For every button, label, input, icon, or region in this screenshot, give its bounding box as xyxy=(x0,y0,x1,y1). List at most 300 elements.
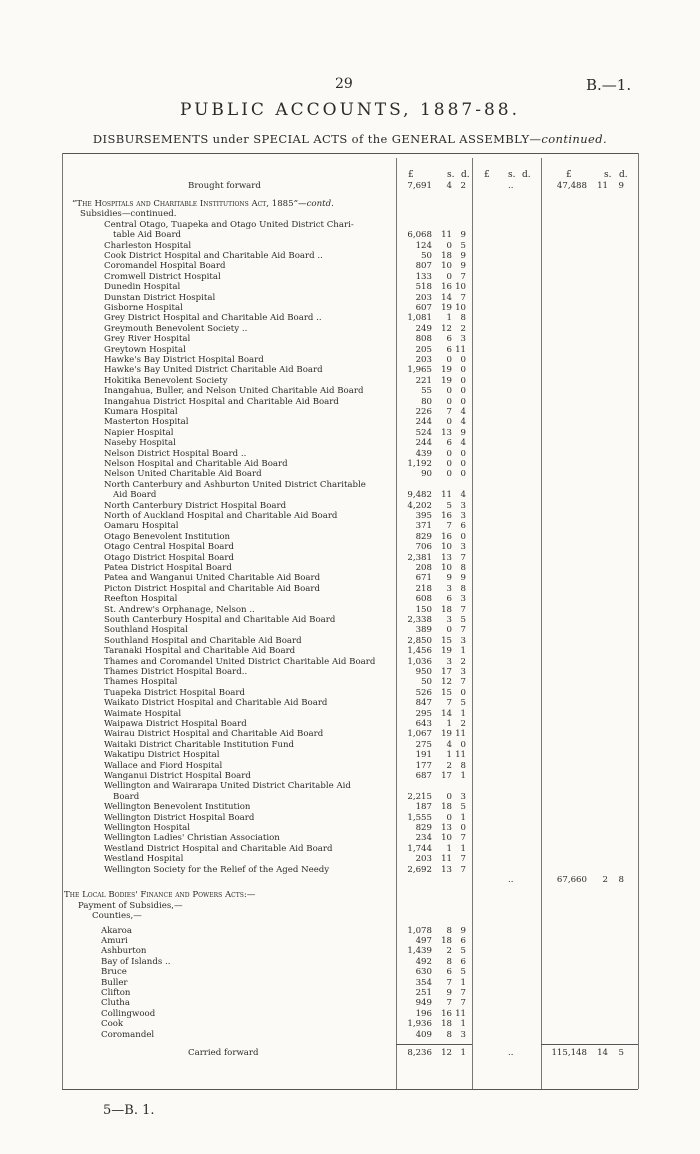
entry-c1-shillings: 14 xyxy=(441,708,452,719)
entry-c1-pence: 8 xyxy=(460,563,466,573)
entry-label: Nelson United Charitable Aid Board xyxy=(104,469,262,480)
entry-c1-shillings: 9 xyxy=(446,573,452,584)
entry-c1-pence: 7 xyxy=(460,677,466,688)
entry-label: Bruce xyxy=(101,967,127,978)
entry-c1-shillings: 0 xyxy=(446,271,452,282)
entry-c1-shillings: 18 xyxy=(441,1019,452,1030)
column-header-col1: d. xyxy=(461,170,470,180)
entry-c1-pounds: 226 xyxy=(415,407,432,417)
table-row xyxy=(0,750,700,760)
table-row xyxy=(0,667,700,677)
table-row xyxy=(0,677,700,687)
column-header-col2: £ xyxy=(484,170,490,180)
entry-c1-pounds: 630 xyxy=(415,967,432,978)
column-header-col2: d. xyxy=(522,170,531,180)
entry-label: Cook District Hospital and Charitable Aid Board .. xyxy=(104,251,323,261)
entry-label: Wellington District Hospital Board xyxy=(104,812,255,823)
entry-c1-pounds: 1,936 xyxy=(407,1019,432,1030)
entry-c1-pounds: 177 xyxy=(415,760,432,771)
entry-c1-pounds: 950 xyxy=(415,667,432,677)
entry-c1-pounds: 295 xyxy=(415,708,432,719)
page-number: 29 xyxy=(335,76,353,92)
entry-c1-pounds: 203 xyxy=(415,854,432,865)
table-row xyxy=(0,1019,700,1029)
entry-label: Akaroa xyxy=(101,925,132,936)
entry-c1-pence: 3 xyxy=(460,500,466,511)
entry-label: table Aid Board xyxy=(113,230,182,241)
entry-c1-pence: 1 xyxy=(460,708,466,719)
table-row xyxy=(0,844,700,854)
hospitals-total-c3-shillings: 2 xyxy=(602,875,608,885)
table-row xyxy=(0,428,700,438)
entry-c1-shillings: 12 xyxy=(441,677,452,688)
table-row xyxy=(0,563,700,573)
entry-c1-pence: 0 xyxy=(460,531,466,542)
column-header-col3: s. xyxy=(604,170,612,180)
entry-label: Waitaki District Charitable Institution Fund xyxy=(104,739,295,750)
entry-c1-shillings: 10 xyxy=(441,563,452,573)
entry-label: Gisborne Hospital xyxy=(104,303,183,313)
entry-c1-pence: 11 xyxy=(455,750,466,761)
entry-c1-pence: 3 xyxy=(460,542,466,553)
hospitals-total-c2-empty: .. xyxy=(508,875,514,885)
entry-c1-pence: 7 xyxy=(460,864,466,875)
entry-c1-pence: 7 xyxy=(460,998,466,1009)
table-row xyxy=(0,698,700,708)
entry-c1-pounds: 354 xyxy=(415,977,432,988)
hospitals-total-c3-pence: 8 xyxy=(618,875,624,885)
entry-c1-pence: 11 xyxy=(455,1008,466,1019)
carried-forward-c1-shillings: 12 xyxy=(441,1048,452,1058)
entry-c1-pounds: 205 xyxy=(415,344,432,355)
hospitals-total-row xyxy=(0,875,700,885)
entry-c1-shillings: 5 xyxy=(446,500,452,511)
entry-label: Wellington Hospital xyxy=(104,823,191,833)
entry-c1-shillings: 6 xyxy=(446,334,452,345)
entry-label: Wallace and Fiord Hospital xyxy=(104,760,223,771)
entry-c1-shillings: 7 xyxy=(446,998,452,1009)
carried-forward-c3-pounds: 115,148 xyxy=(551,1048,587,1058)
entry-c1-shillings: 10 xyxy=(441,833,452,844)
table-row xyxy=(0,646,700,656)
brought-forward-c2-empty: .. xyxy=(508,181,514,191)
table-row xyxy=(0,740,700,750)
entry-c1-shillings: 1 xyxy=(446,313,452,324)
entry-c1-pounds: 524 xyxy=(415,427,432,438)
entry-c1-pence: 0 xyxy=(460,469,466,480)
entry-c1-shillings: 0 xyxy=(446,625,452,636)
entry-label: Napier Hospital xyxy=(104,427,174,438)
entry-c1-pounds: 1,456 xyxy=(407,646,432,657)
entry-c1-pounds: 949 xyxy=(415,998,432,1009)
entry-c1-pence: 9 xyxy=(460,573,466,584)
entry-c1-pence: 3 xyxy=(460,511,466,521)
entry-c1-pence: 10 xyxy=(455,282,466,293)
entry-c1-pence: 5 xyxy=(460,946,466,957)
entry-label: Waimate Hospital xyxy=(104,708,182,719)
entry-c1-pounds: 2,215 xyxy=(407,791,432,802)
entry-c1-pence: 1 xyxy=(460,771,466,781)
entry-label: Thames Hospital xyxy=(104,677,178,688)
brought-forward-c1-pence: 2 xyxy=(460,181,466,191)
table-row xyxy=(0,365,700,375)
brought-forward-label: Brought forward xyxy=(188,181,261,191)
entry-c1-pence: 7 xyxy=(460,292,466,303)
entry-label: Clifton xyxy=(101,988,131,998)
entry-c1-shillings: 0 xyxy=(446,396,452,407)
entry-c1-pounds: 526 xyxy=(415,687,432,698)
entry-c1-pounds: 829 xyxy=(415,823,432,833)
entry-c1-shillings: 10 xyxy=(441,542,452,553)
entry-c1-shillings: 18 xyxy=(441,802,452,813)
entry-c1-pounds: 808 xyxy=(415,334,432,345)
entry-c1-pounds: 687 xyxy=(415,771,432,781)
entry-c1-shillings: 19 xyxy=(441,365,452,376)
entry-c1-shillings: 7 xyxy=(446,521,452,532)
table-row xyxy=(0,293,700,303)
entry-c1-pounds: 249 xyxy=(415,323,432,334)
entry-label: Patea and Wanganui United Charitable Aid Board xyxy=(104,573,321,584)
entry-c1-pounds: 244 xyxy=(415,417,432,428)
entry-c1-shillings: 17 xyxy=(441,667,452,677)
table-row xyxy=(0,854,700,864)
entry-label: Naseby Hospital xyxy=(104,438,176,449)
counties-heading xyxy=(0,911,700,921)
carried-forward-c2-empty: .. xyxy=(508,1048,514,1058)
entry-label: St. Andrew's Orphanage, Nelson .. xyxy=(104,604,255,615)
entry-c1-shillings: 15 xyxy=(441,635,452,646)
brought-forward-row xyxy=(0,181,700,191)
entry-c1-pence: 0 xyxy=(460,459,466,469)
subsidies-label: Subsidies—continued. xyxy=(80,209,177,220)
entry-c1-pence: 3 xyxy=(460,635,466,646)
entry-c1-pounds: 208 xyxy=(415,563,432,573)
entry-c1-shillings: 10 xyxy=(441,261,452,272)
entry-c1-pounds: 706 xyxy=(415,542,432,553)
entry-c1-pence: 1 xyxy=(460,1019,466,1030)
counties-label: Counties,— xyxy=(92,911,142,922)
table-row xyxy=(0,657,700,667)
entry-c1-pence: 6 xyxy=(460,936,466,946)
subsidies-heading xyxy=(0,209,700,219)
table-row xyxy=(0,324,700,334)
table-row xyxy=(0,282,700,292)
table-row xyxy=(0,313,700,323)
entry-label: Ashburton xyxy=(101,946,147,957)
table-row xyxy=(0,490,700,500)
table-row xyxy=(0,241,700,251)
table-row xyxy=(0,792,700,802)
entry-label: Westland District Hospital and Charitable Aid Board xyxy=(104,843,333,854)
subtitle-main: DISBURSEMENTS under SPECIAL ACTS of the GENERAL ASSEMBLY— xyxy=(92,132,542,146)
entry-c1-pence: 0 xyxy=(460,375,466,386)
entry-label: Charleston Hospital xyxy=(104,240,192,251)
table-row xyxy=(0,729,700,739)
entry-c1-pence: 4 xyxy=(460,438,466,449)
entry-label: Wakatipu District Hospital xyxy=(104,750,220,761)
entry-label: Waipawa District Hospital Board xyxy=(104,719,247,729)
entry-label: Clutha xyxy=(101,998,130,1009)
entry-c1-shillings: 8 xyxy=(446,925,452,936)
entry-c1-pence: 5 xyxy=(460,802,466,813)
entry-c1-shillings: 16 xyxy=(441,511,452,521)
entry-c1-pounds: 150 xyxy=(415,604,432,615)
entry-label: Thames and Coromandel United District Charitable Aid Board xyxy=(104,656,376,667)
table-row xyxy=(0,407,700,417)
entry-c1-pence: 1 xyxy=(460,812,466,823)
entry-label: Picton District Hospital and Charitable Aid Board xyxy=(104,583,321,594)
entry-c1-shillings: 7 xyxy=(446,977,452,988)
entry-c1-shillings: 2 xyxy=(446,946,452,957)
table-row xyxy=(0,936,700,946)
entry-c1-pounds: 133 xyxy=(415,271,432,282)
entry-c1-shillings: 19 xyxy=(441,729,452,740)
entry-label: Hawke's Bay United District Charitable Aid Board xyxy=(104,365,323,376)
entry-c1-shillings: 12 xyxy=(441,323,452,334)
entry-label: Dunstan District Hospital xyxy=(104,292,216,303)
column-header-col3: d. xyxy=(619,170,628,180)
entry-c1-pounds: 829 xyxy=(415,531,432,542)
entry-label: Greymouth Benevolent Society .. xyxy=(104,323,248,334)
table-bottom-rule xyxy=(62,1089,638,1090)
entry-c1-pence: 5 xyxy=(460,240,466,251)
table-row xyxy=(0,988,700,998)
entry-c1-pence: 1 xyxy=(460,977,466,988)
table-row xyxy=(0,967,700,977)
entry-label: North Canterbury and Ashburton United District Charitable xyxy=(104,479,366,490)
page-title: PUBLIC ACCOUNTS, 1887-88. xyxy=(179,100,521,120)
table-row xyxy=(0,449,700,459)
carried-forward-c3-pence: 5 xyxy=(618,1048,624,1058)
entry-label: Nelson District Hospital Board .. xyxy=(104,448,247,459)
entry-c1-pounds: 1,078 xyxy=(407,925,432,936)
carried-forward-c1-pence: 1 xyxy=(460,1048,466,1058)
entry-c1-pence: 0 xyxy=(460,365,466,376)
table-row xyxy=(0,303,700,313)
entry-label: Oamaru Hospital xyxy=(104,521,179,532)
act-title xyxy=(72,199,334,209)
entry-c1-shillings: 3 xyxy=(446,656,452,667)
entry-c1-pounds: 9,482 xyxy=(407,490,432,501)
table-row xyxy=(0,719,700,729)
entry-c1-shillings: 0 xyxy=(446,355,452,365)
entry-c1-pounds: 50 xyxy=(421,677,432,688)
table-row xyxy=(0,709,700,719)
entry-label: Greytown Hospital xyxy=(104,344,186,355)
table-row xyxy=(0,521,700,531)
entry-label: North Canterbury District Hospital Board xyxy=(104,500,287,511)
entry-c1-shillings: 11 xyxy=(441,854,452,865)
table-row xyxy=(0,926,700,936)
entry-c1-shillings: 19 xyxy=(441,303,452,313)
entry-c1-pence: 2 xyxy=(460,323,466,334)
entry-c1-pounds: 187 xyxy=(415,802,432,813)
table-row xyxy=(0,781,700,791)
subtitle-continued: continued. xyxy=(541,132,608,146)
entry-c1-pence: 1 xyxy=(460,646,466,657)
entry-c1-pounds: 1,439 xyxy=(407,946,432,957)
table-row xyxy=(0,230,700,240)
brought-forward-c3-pounds: 47,488 xyxy=(556,181,587,191)
act-title-name: “The Hospitals and Charitable Institutions Act, 1885 xyxy=(72,199,294,209)
table-row xyxy=(0,771,700,781)
carried-forward-c1-pounds: 8,236 xyxy=(407,1048,432,1058)
entry-label: Tuapeka District Hospital Board xyxy=(104,687,246,698)
table-row xyxy=(0,636,700,646)
payment-heading xyxy=(0,901,700,911)
entry-c1-pounds: 2,381 xyxy=(407,552,432,563)
entry-label: Wairau District Hospital and Charitable Aid Board xyxy=(104,729,324,740)
entry-c1-shillings: 7 xyxy=(446,407,452,417)
entry-c1-shillings: 15 xyxy=(441,687,452,698)
entry-c1-pence: 5 xyxy=(460,967,466,978)
entry-label: Reefton Hospital xyxy=(104,594,178,605)
entry-c1-pounds: 518 xyxy=(415,282,432,293)
entry-c1-pounds: 607 xyxy=(415,303,432,313)
entry-c1-shillings: 13 xyxy=(441,864,452,875)
entry-c1-pounds: 1,965 xyxy=(407,365,432,376)
table-row xyxy=(0,511,700,521)
entry-c1-pounds: 371 xyxy=(415,521,432,532)
entry-c1-pounds: 1,067 xyxy=(407,729,432,740)
table-row xyxy=(0,594,700,604)
entry-c1-pounds: 218 xyxy=(415,583,432,594)
entry-label: North of Auckland Hospital and Charitable Aid Board xyxy=(104,511,338,521)
entry-c1-pence: 0 xyxy=(460,355,466,365)
entry-label: Thames District Hospital Board.. xyxy=(104,667,248,677)
entry-c1-pence: 3 xyxy=(460,791,466,802)
table-row xyxy=(0,833,700,843)
entry-c1-pounds: 409 xyxy=(415,1029,432,1040)
footer-signature: 5—B. 1. xyxy=(103,1103,155,1118)
entry-c1-pence: 9 xyxy=(460,251,466,261)
entry-c1-shillings: 16 xyxy=(441,282,452,293)
report-reference: B.—1. xyxy=(586,76,632,94)
entry-label: Patea District Hospital Board xyxy=(104,563,232,573)
entry-c1-pounds: 55 xyxy=(421,386,432,397)
entry-c1-pence: 5 xyxy=(460,615,466,625)
entry-c1-shillings: 19 xyxy=(441,646,452,657)
entry-c1-pounds: 275 xyxy=(415,739,432,750)
table-row xyxy=(0,998,700,1008)
entry-c1-pounds: 608 xyxy=(415,594,432,605)
local-bodies-heading xyxy=(0,890,700,900)
entry-c1-pounds: 671 xyxy=(415,573,432,584)
entry-c1-shillings: 7 xyxy=(446,698,452,709)
entry-label: Board xyxy=(113,791,140,802)
entry-c1-pence: 9 xyxy=(460,261,466,272)
entry-c1-pounds: 1,192 xyxy=(407,459,432,469)
entry-c1-pounds: 6,068 xyxy=(407,230,432,241)
table-row xyxy=(0,501,700,511)
entry-label: Otago Benevolent Institution xyxy=(104,531,231,542)
entry-c1-shillings: 1 xyxy=(446,719,452,729)
entry-c1-shillings: 0 xyxy=(446,386,452,397)
entry-c1-shillings: 6 xyxy=(446,438,452,449)
entry-c1-pounds: 389 xyxy=(415,625,432,636)
entry-c1-pence: 9 xyxy=(460,230,466,241)
entry-c1-shillings: 18 xyxy=(441,936,452,946)
entry-label: Kumara Hospital xyxy=(104,407,178,417)
entry-label: Inangahua District Hospital and Charitable Aid Board xyxy=(104,396,339,407)
entry-c1-shillings: 6 xyxy=(446,967,452,978)
entry-c1-shillings: 3 xyxy=(446,583,452,594)
entry-c1-pounds: 643 xyxy=(415,719,432,729)
entry-label: Collingwood xyxy=(101,1008,156,1019)
entry-label: Cook xyxy=(101,1019,124,1030)
table-row xyxy=(0,469,700,479)
table-row xyxy=(0,345,700,355)
entry-c1-pence: 7 xyxy=(460,854,466,865)
entry-c1-shillings: 0 xyxy=(446,448,452,459)
table-row xyxy=(0,220,700,230)
entry-label: Wellington Ladies' Christian Association xyxy=(104,833,280,844)
table-row xyxy=(0,946,700,956)
entry-label: Masterton Hospital xyxy=(104,417,189,428)
entry-c1-pence: 11 xyxy=(455,729,466,740)
entry-label: Westland Hospital xyxy=(104,854,184,865)
entry-c1-pence: 11 xyxy=(455,344,466,355)
column-header-col2: s. xyxy=(508,170,516,180)
entry-c1-pounds: 50 xyxy=(421,251,432,261)
table-row xyxy=(0,417,700,427)
carried-forward-row xyxy=(0,1048,700,1058)
entry-c1-pence: 9 xyxy=(460,925,466,936)
table-row xyxy=(0,542,700,552)
entry-c1-pence: 7 xyxy=(460,552,466,563)
table-top-rule xyxy=(62,153,638,154)
entry-c1-pounds: 1,555 xyxy=(407,812,432,823)
entry-c1-pence: 7 xyxy=(460,625,466,636)
act-title-name: The Local Bodies' Finance and Powers Acts xyxy=(64,890,244,901)
column-header-col3: £ xyxy=(566,170,572,180)
entry-label: Bay of Islands .. xyxy=(101,956,171,967)
page-subtitle xyxy=(0,132,700,146)
entry-c1-pence: 9 xyxy=(460,427,466,438)
entry-label: Wanganui District Hospital Board xyxy=(104,771,251,781)
table-row xyxy=(0,978,700,988)
table-row xyxy=(0,459,700,469)
entry-c1-shillings: 8 xyxy=(446,956,452,967)
table-row xyxy=(0,813,700,823)
entry-label: Wellington Society for the Relief of the Aged Needy xyxy=(104,864,330,875)
entry-c1-shillings: 11 xyxy=(441,490,452,501)
table-row xyxy=(0,386,700,396)
entry-c1-pounds: 124 xyxy=(415,240,432,251)
entry-c1-shillings: 17 xyxy=(441,771,452,781)
entry-label: Amuri xyxy=(101,936,128,946)
entry-c1-pence: 10 xyxy=(455,303,466,313)
entry-label: Waikato District Hospital and Charitable Aid Board xyxy=(104,698,328,709)
entry-c1-pounds: 807 xyxy=(415,261,432,272)
subtotal-rule xyxy=(396,1044,472,1045)
entry-c1-pence: 0 xyxy=(460,739,466,750)
entry-label: Grey District Hospital and Charitable Aid Board .. xyxy=(104,313,322,324)
entry-label: Nelson Hospital and Charitable Aid Board xyxy=(104,459,288,469)
entry-c1-shillings: 6 xyxy=(446,594,452,605)
entry-label: Southland Hospital and Charitable Aid Board xyxy=(104,635,302,646)
entry-label: Dunedin Hospital xyxy=(104,282,181,293)
entry-c1-shillings: 11 xyxy=(441,230,452,241)
entry-c1-shillings: 3 xyxy=(446,615,452,625)
entry-c1-pounds: 492 xyxy=(415,956,432,967)
table-row xyxy=(0,553,700,563)
entry-c1-shillings: 0 xyxy=(446,469,452,480)
entry-c1-pounds: 90 xyxy=(421,469,432,480)
brought-forward-c3-pence: 9 xyxy=(618,181,624,191)
entry-c1-shillings: 18 xyxy=(441,604,452,615)
entry-c1-shillings: 13 xyxy=(441,552,452,563)
